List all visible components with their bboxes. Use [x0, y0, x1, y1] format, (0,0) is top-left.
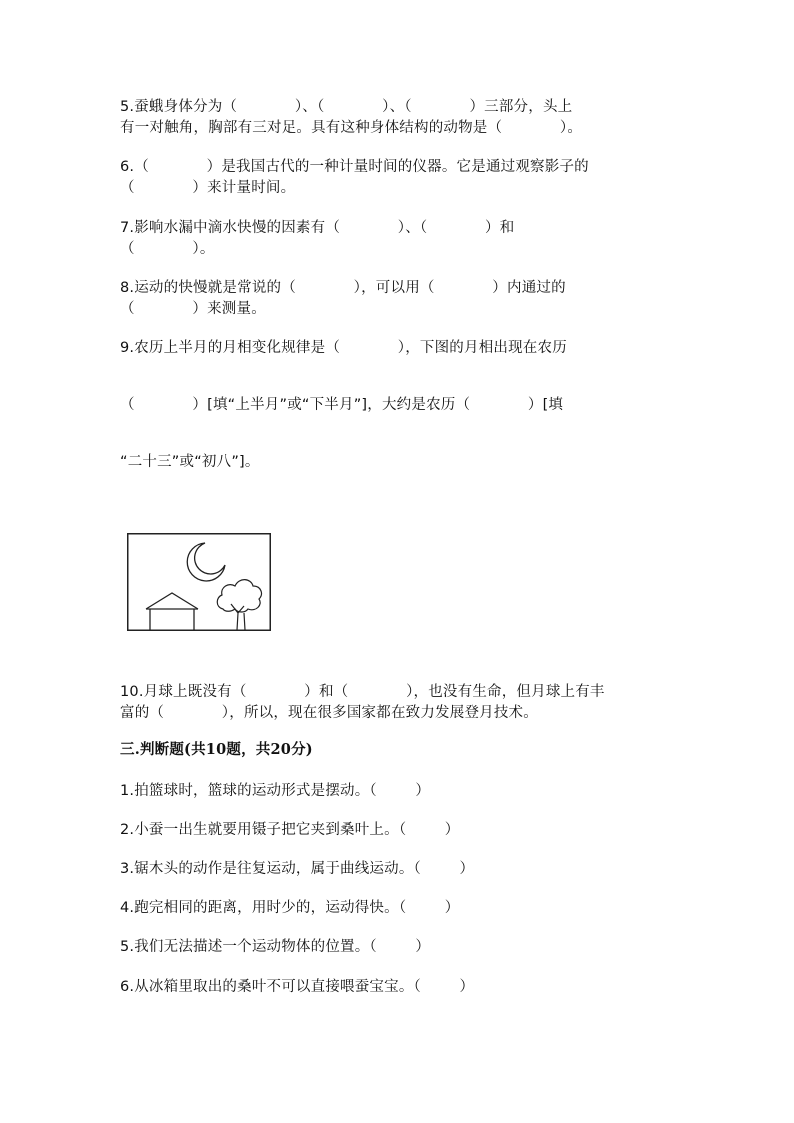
judgment-item-5: 5.我们无法描述一个运动物体的位置。（ ） [120, 939, 431, 955]
moon-phase-figure [127, 533, 271, 631]
question-10-line-2: 富的（ ），所以，现在很多国家都在致力发展登月技术。 [120, 705, 538, 721]
question-6-line-2: （ ）来计量时间。 [120, 180, 296, 196]
question-10-line-1: 10.月球上既没有（ ）和（ ），也没有生命，但月球上有丰 [120, 684, 605, 700]
judgment-item-2: 2.小蚕一出生就要用镊子把它夹到桑叶上。（ ） [120, 822, 460, 838]
question-9-line-1: 9.农历上半月的月相变化规律是（ ），下图的月相出现在农历 [120, 340, 567, 356]
question-9-line-3: “二十三”或“初八”]。 [120, 454, 260, 470]
judgment-item-3: 3.锯木头的动作是往复运动，属于曲线运动。（ ） [120, 861, 475, 877]
question-8-line-1: 8.运动的快慢就是常说的（ ），可以用（ ）内通过的 [120, 280, 566, 296]
question-8-line-2: （ ）来测量。 [120, 301, 266, 317]
judgment-item-4: 4.跑完相同的距离，用时少的，运动得快。（ ） [120, 900, 460, 916]
judgment-item-6: 6.从冰箱里取出的桑叶不可以直接喂蚕宝宝。（ ） [120, 979, 475, 995]
question-5-line-2: 有一对触角，胸部有三对足。具有这种身体结构的动物是（ ）。 [120, 120, 583, 136]
question-5-line-1: 5.蚕蛾身体分为（ ）、（ ）、（ ）三部分，头上 [120, 99, 573, 115]
judgment-section-heading: 三.判断题(共10题，共20分) [120, 741, 313, 758]
question-7-line-1: 7.影响水漏中滴水快慢的因素有（ ）、（ ）和 [120, 220, 515, 236]
question-9-line-2: （ ）[填“上半月”或“下半月”]，大约是农历（ ）[填 [120, 397, 564, 413]
question-7-line-2: （ ）。 [120, 241, 215, 257]
question-6-line-1: 6.（ ）是我国古代的一种计量时间的仪器。它是通过观察影子的 [120, 159, 589, 175]
judgment-item-1: 1.拍篮球时，篮球的运动形式是摆动。（ ） [120, 783, 431, 799]
